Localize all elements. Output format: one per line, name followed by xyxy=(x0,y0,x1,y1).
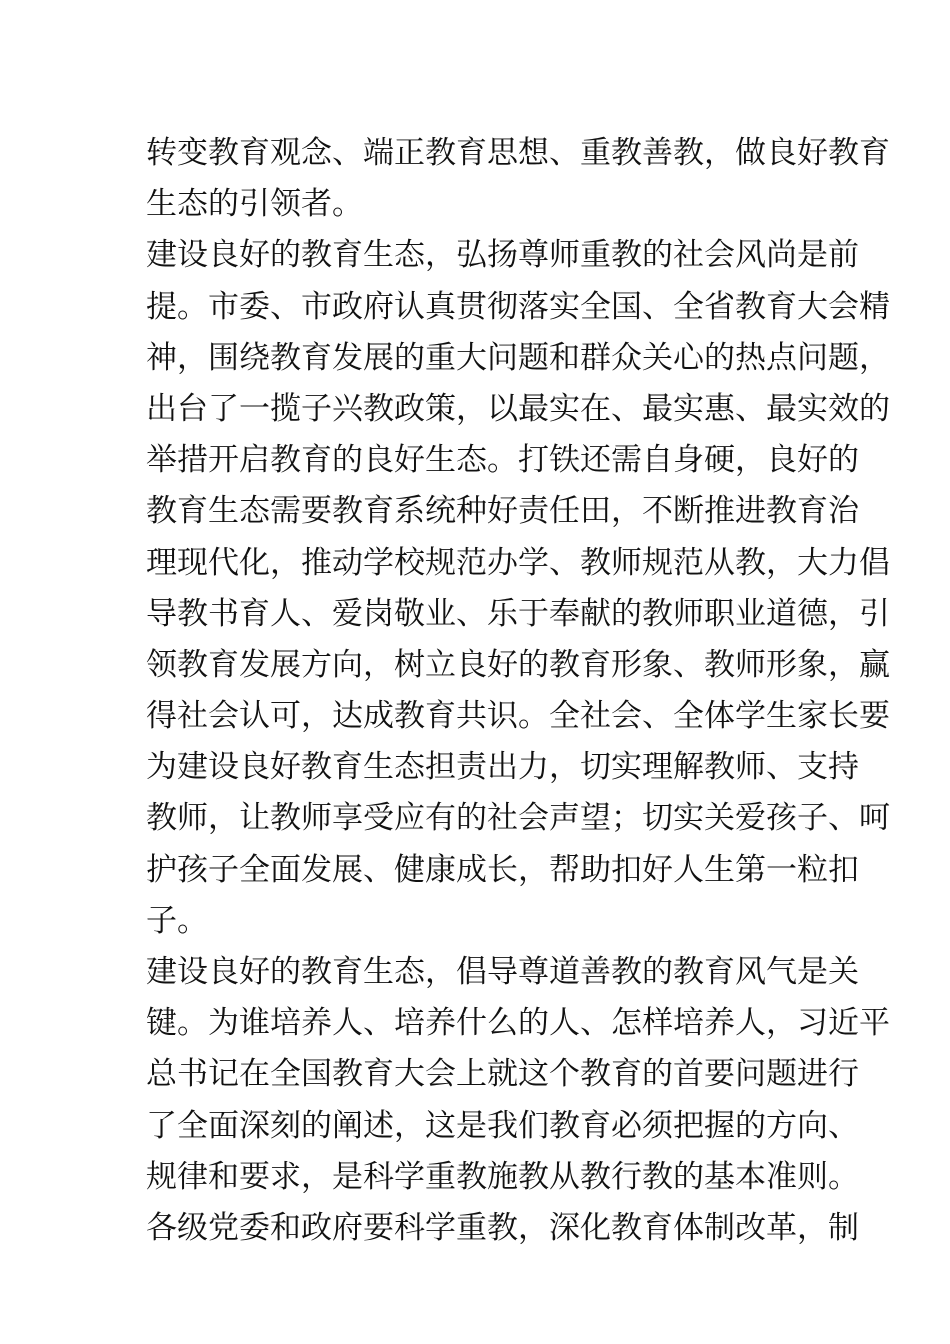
text-line: 出台了一揽子兴教政策，以最实在、最实惠、最实效的 xyxy=(146,390,890,427)
text-line: 神，围绕教育发展的重大问题和群众关心的热点问题， xyxy=(146,339,890,376)
text-line: 提。市委、市政府认真贯彻落实全国、全省教育大会精 xyxy=(146,288,890,325)
text-line: 为建设良好教育生态担责出力，切实理解教师、支持 xyxy=(146,749,859,786)
text-line: 举措开启教育的良好生态。打铁还需自身硬，良好的 xyxy=(146,442,859,479)
text-line: 键。为谁培养人、培养什么的人、怎样培养人，习近平 xyxy=(146,1005,890,1042)
text-line: 了全面深刻的阐述，这是我们教育必须把握的方向、 xyxy=(146,1107,859,1144)
text-line: 建设良好的教育生态，弘扬尊师重教的社会风尚是前 xyxy=(146,237,859,274)
text-line: 护孩子全面发展、健康成长，帮助扣好人生第一粒扣 xyxy=(146,851,859,888)
text-line: 各级党委和政府要科学重教，深化教育体制改革，制 xyxy=(146,1209,859,1246)
text-line: 建设良好的教育生态，倡导尊道善教的教育风气是关 xyxy=(146,954,859,990)
text-line: 子。 xyxy=(146,902,208,939)
text-line: 教师，让教师享受应有的社会声望；切实关爱孩子、呵 xyxy=(146,800,890,837)
text-line: 总书记在全国教育大会上就这个教育的首要问题进行 xyxy=(146,1056,859,1093)
text-line: 领教育发展方向，树立良好的教育形象、教师形象，赢 xyxy=(146,646,890,683)
text-line: 理现代化，推动学校规范办学、教师规范从教，大力倡 xyxy=(146,544,890,581)
text-line: 导教书育人、爱岗敬业、乐于奉献的教师职业道德，引 xyxy=(146,595,890,632)
text-line: 生态的引领者。 xyxy=(146,186,363,223)
body-text xyxy=(146,128,890,1254)
text-line: 规律和要求，是科学重教施教从教行教的基本准则。 xyxy=(146,1158,859,1195)
text-line: 教育生态需要教育系统种好责任田，不断推进教育治 xyxy=(146,493,859,530)
text-line: 转变教育观念、端正教育思想、重教善教，做良好教育 xyxy=(146,135,890,171)
text-line: 得社会认可，达成教育共识。全社会、全体学生家长要 xyxy=(146,698,890,735)
